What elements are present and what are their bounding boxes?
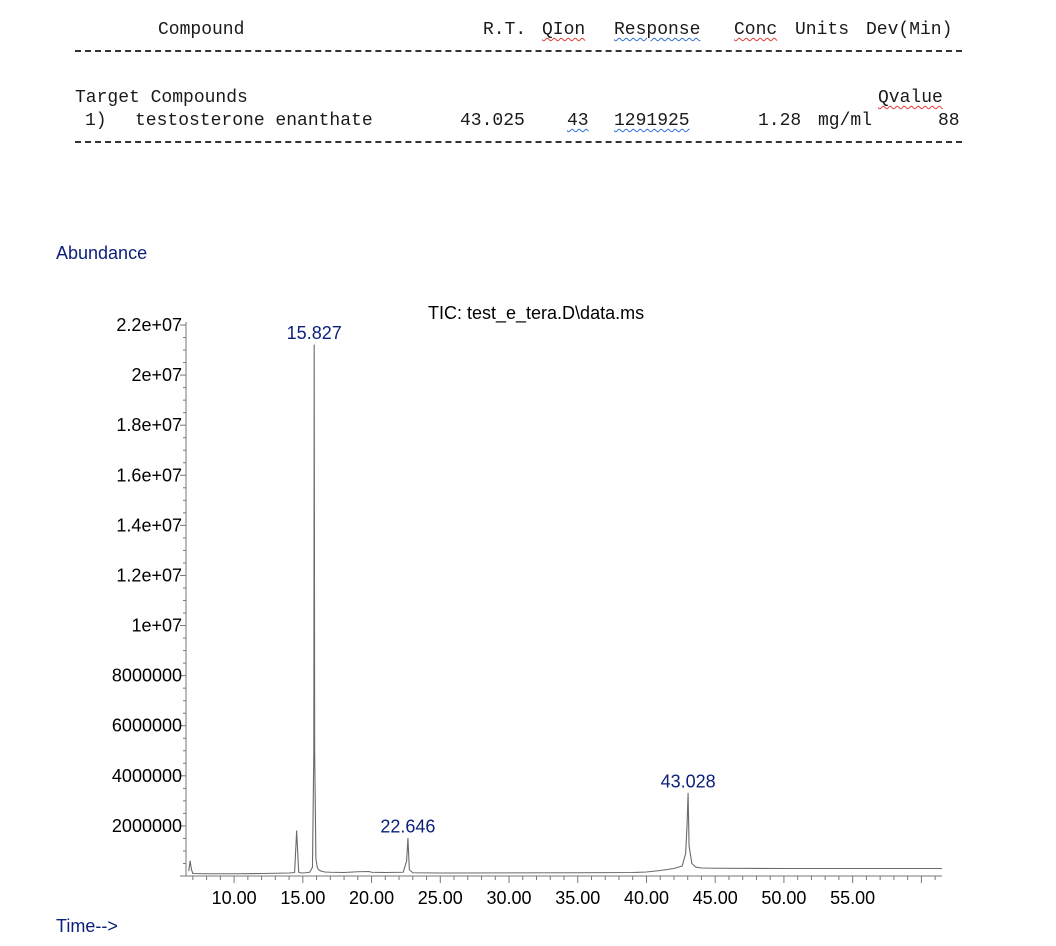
- y-tick-label: 8000000: [111, 665, 182, 686]
- row-index: 1): [85, 111, 107, 131]
- header-dev: Dev(Min): [866, 20, 953, 40]
- peak-labels: [287, 323, 716, 836]
- peak-label: 15.827: [286, 323, 342, 344]
- y-tick-label: 1e+07: [131, 615, 182, 636]
- axes: [112, 315, 942, 908]
- row-compound-name: testosterone enanthate: [135, 111, 373, 131]
- y-tick-label: 2e+07: [131, 365, 182, 386]
- x-tick-label: 25.00: [417, 888, 463, 908]
- peak-label: 43.028: [660, 771, 716, 792]
- header-response: Response: [614, 20, 701, 40]
- y-tick-label: 4000000: [111, 765, 182, 786]
- x-tick-label: 35.00: [555, 888, 601, 908]
- header-compound: Compound: [158, 20, 245, 40]
- row-qion: 43: [567, 111, 589, 131]
- x-axis-title: Time-->: [56, 916, 118, 936]
- qvalue-label: Qvalue: [878, 88, 943, 108]
- header-divider: [75, 50, 962, 52]
- x-tick-label: 40.00: [623, 888, 669, 908]
- row-conc: 1.28: [758, 111, 802, 131]
- chart-title: TIC: test_e_tera.D\data.ms: [428, 303, 645, 323]
- x-tick-label: 20.00: [349, 888, 395, 908]
- row-rt: 43.025: [460, 111, 525, 131]
- tic-series-line: [189, 345, 942, 874]
- x-tick-label: 55.00: [830, 888, 876, 908]
- row-qvalue: 88: [938, 111, 960, 131]
- x-tick-label: 45.00: [692, 888, 738, 908]
- peak-label: 22.646: [380, 816, 436, 837]
- header-conc: Conc: [734, 20, 778, 40]
- y-tick-label: 2.2e+07: [116, 315, 182, 335]
- y-axis-title: Abundance: [56, 243, 148, 263]
- y-tick-label: 1.8e+07: [116, 415, 182, 436]
- y-tick-label: 1.4e+07: [116, 515, 182, 536]
- x-tick-label: 15.00: [280, 888, 326, 908]
- y-tick-label: 1.2e+07: [116, 565, 182, 586]
- chromatogram-chart: [0, 230, 1056, 946]
- row-response: 1291925: [614, 111, 690, 131]
- header-units: Units: [795, 20, 850, 40]
- header-rt: R.T.: [483, 20, 527, 40]
- header-qion: QIon: [542, 20, 586, 40]
- y-tick-label: 2000000: [111, 815, 182, 836]
- x-tick-label: 50.00: [761, 888, 807, 908]
- y-tick-label: 1.6e+07: [116, 465, 182, 486]
- row-units: mg/ml: [818, 111, 873, 131]
- footer-divider: [75, 141, 962, 143]
- x-tick-label: 10.00: [211, 888, 257, 908]
- results-report: [0, 0, 1056, 170]
- y-tick-label: 6000000: [111, 715, 182, 736]
- series-layer: [189, 345, 942, 874]
- x-tick-label: 30.00: [486, 888, 532, 908]
- section-title: Target Compounds: [75, 88, 248, 108]
